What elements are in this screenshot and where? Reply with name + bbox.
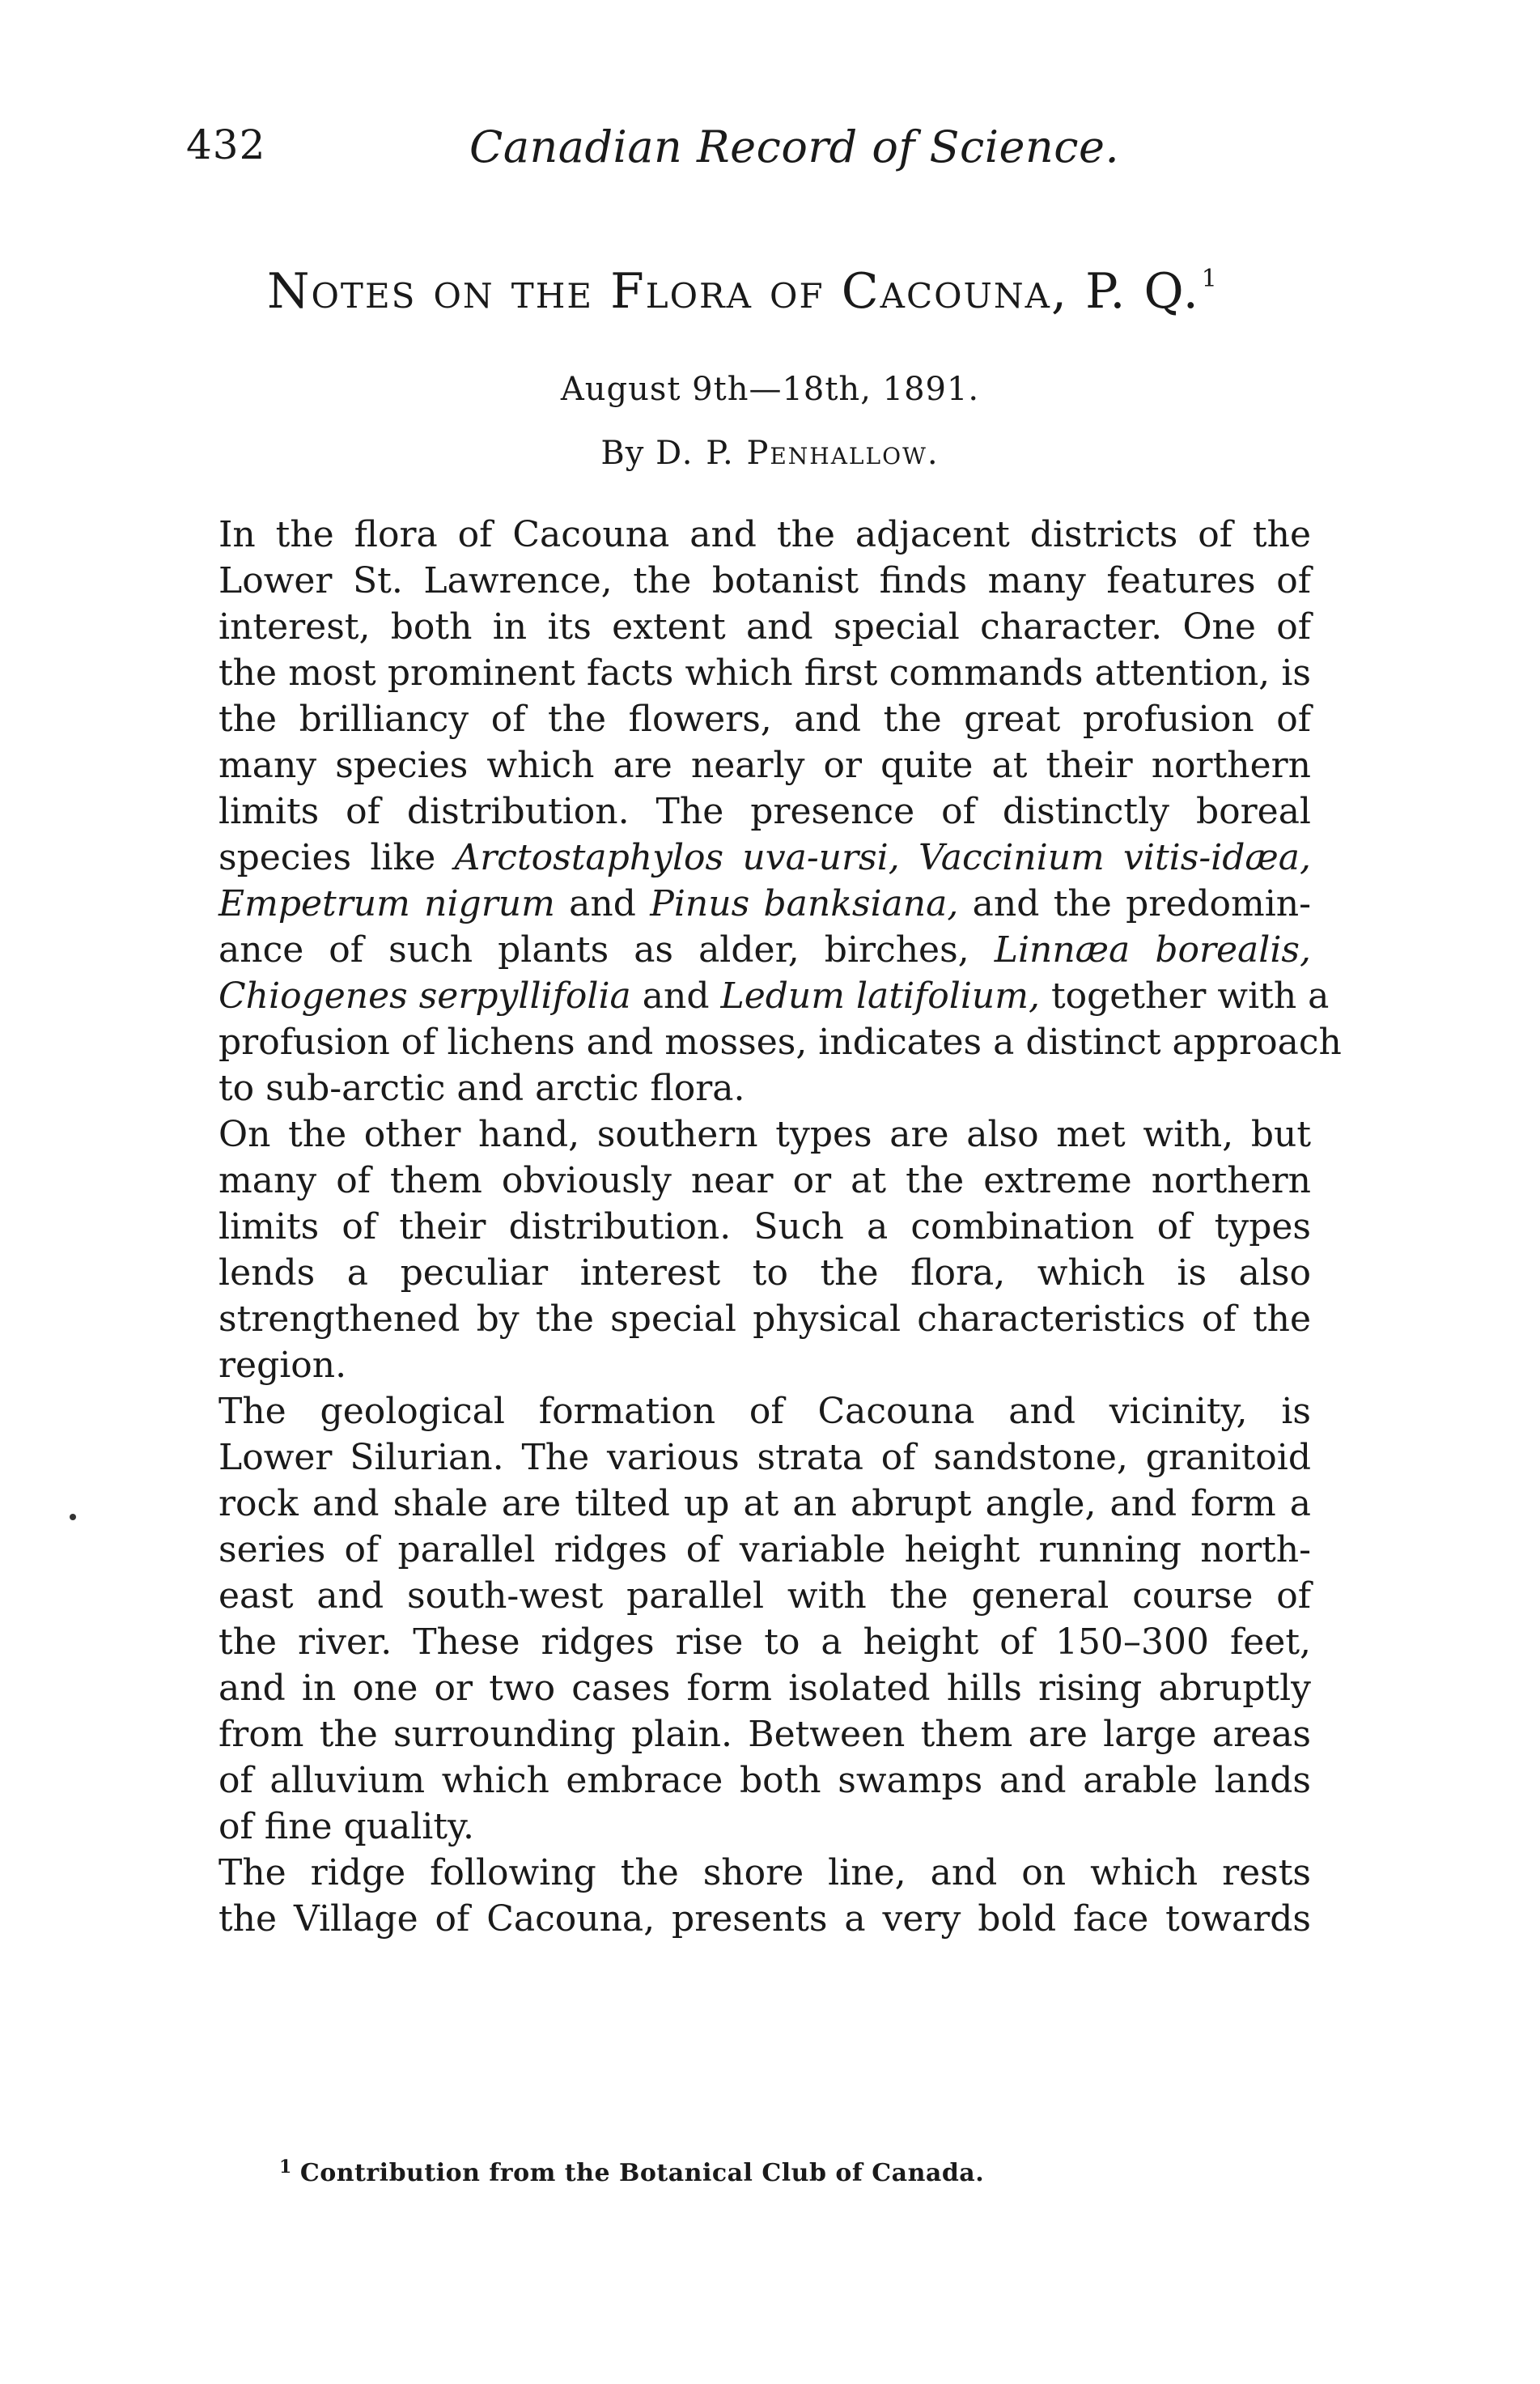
footnote-marker: 1 xyxy=(279,2157,292,2178)
text-segment: together with a xyxy=(1039,975,1330,1017)
text-segment: and the predomin- xyxy=(958,883,1311,924)
text-line: and in one or two cases form isolated hills rising abruptly xyxy=(218,1668,1311,1709)
text-line: limits of distribution. The presence of distinctly boreal xyxy=(218,791,1311,832)
species-name: Linnæa borealis, xyxy=(994,929,1311,971)
paragraph-1 xyxy=(218,512,1342,1111)
text-line xyxy=(218,881,1311,927)
text-line: the most prominent facts which first commands attention, is xyxy=(218,652,1311,694)
page-number: 432 xyxy=(186,121,266,168)
footnote xyxy=(279,2157,984,2187)
article-title xyxy=(267,263,1219,320)
article-body xyxy=(218,512,1342,1942)
running-head xyxy=(186,121,1335,186)
text-line: many of them obviously near or at the extreme northern xyxy=(218,1160,1311,1201)
text-segment: and xyxy=(630,975,721,1017)
text-line: Lower St. Lawrence, the botanist finds many features of xyxy=(218,560,1311,601)
text-line: region. xyxy=(218,1345,347,1386)
text-line: east and south-west parallel with the general course of xyxy=(218,1575,1311,1617)
text-line: rock and shale are tilted up at an abrupt angle, and form a xyxy=(218,1483,1311,1524)
text-line: of alluvium which embrace both swamps and arable lands xyxy=(218,1760,1311,1801)
margin-dot xyxy=(70,1514,76,1520)
text-line: The geological formation of Cacouna and vicinity, is xyxy=(218,1391,1311,1432)
journal-title: Canadian Record of Science. xyxy=(469,121,1120,172)
byline xyxy=(0,435,1540,472)
paragraph-2 xyxy=(218,1111,1311,1388)
paragraph-3 xyxy=(218,1388,1311,1850)
text-line: series of parallel ridges of variable height running north- xyxy=(218,1529,1311,1570)
byline-prefix: By xyxy=(600,435,645,472)
text-line: lends a peculiar interest to the flora, which is also xyxy=(218,1252,1311,1294)
species-name: Vaccinium vitis-idæa, xyxy=(918,837,1311,878)
author-name: D. P. Penhallow. xyxy=(655,435,940,472)
species-name: Pinus banksiana, xyxy=(650,883,959,924)
text-segment: ance of such plants as alder, birches, xyxy=(218,929,995,971)
species-name: Arctostaphylos uva-ursi, xyxy=(454,837,900,878)
text-segment xyxy=(900,837,918,878)
text-segment: species like xyxy=(218,837,455,878)
text-line: from the surrounding plain. Between them are large areas xyxy=(218,1714,1311,1755)
paragraph-4 xyxy=(218,1850,1311,1942)
text-line: On the other hand, southern types are also met with, but xyxy=(218,1114,1311,1155)
species-name: Ledum latifolium, xyxy=(720,975,1040,1017)
species-name: Empetrum nigrum xyxy=(218,883,555,924)
text-line: the brilliancy of the flowers, and the great profusion of xyxy=(218,699,1311,740)
text-line: of fine quality. xyxy=(218,1806,475,1847)
text-line: Lower Silurian. The various strata of sandstone, granitoid xyxy=(218,1437,1311,1478)
text-line: In the flora of Cacouna and the adjacent districts of the xyxy=(218,514,1311,555)
text-line: profusion of lichens and mosses, indicates a distinct approach xyxy=(218,1022,1342,1063)
text-line xyxy=(218,927,1311,973)
species-name: Chiogenes serpyllifolia xyxy=(218,975,631,1017)
text-line xyxy=(218,835,1311,881)
text-line: to sub-arctic and arctic flora. xyxy=(218,1068,745,1109)
text-line xyxy=(218,973,1330,1019)
article-title-text: Notes on the Flora of Cacouna, P. Q. xyxy=(267,263,1200,320)
title-footnote-marker: 1 xyxy=(1201,265,1219,293)
text-line: the river. These ridges rise to a height of 150–300 feet, xyxy=(218,1621,1311,1663)
text-segment: and xyxy=(554,883,651,924)
text-line: interest, both in its extent and special character. One of xyxy=(218,606,1311,648)
footnote-text: Contribution from the Botanical Club of Canada. xyxy=(299,2159,985,2187)
article-date: August 9th—18th, 1891. xyxy=(560,371,980,408)
text-line: The ridge following the shore line, and on which rests xyxy=(218,1852,1311,1893)
text-line: many species which are nearly or quite at their northern xyxy=(218,745,1311,786)
text-line: limits of their distribution. Such a combination of types xyxy=(218,1206,1311,1247)
text-line: the Village of Cacouna, presents a very bold face towards xyxy=(218,1898,1311,1940)
text-line: strengthened by the special physical characteristics of the xyxy=(218,1298,1311,1340)
